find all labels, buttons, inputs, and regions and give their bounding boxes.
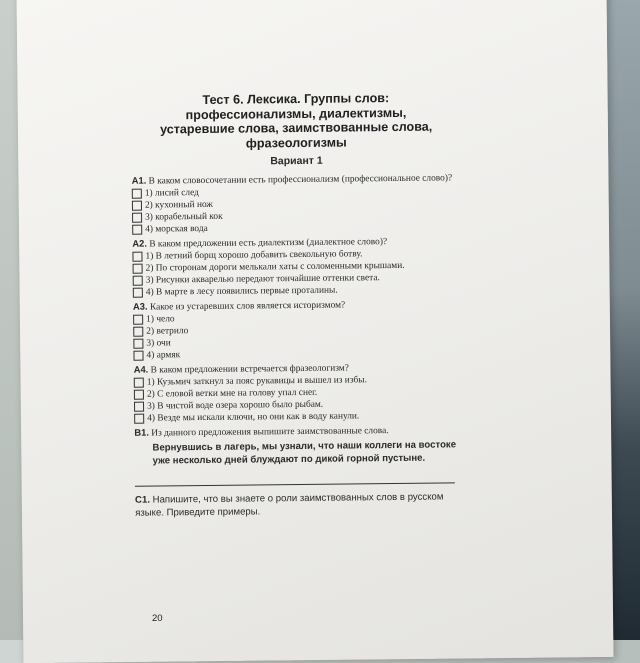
option-label: 4) В марте в лесу появились первые проталины. — [145, 285, 338, 298]
option-label: 4) армяк — [146, 350, 181, 361]
option-label: 2) ветрило — [146, 326, 189, 337]
title-line-3: устаревшие слова, заимствованные слова, — [159, 119, 433, 137]
option-a2-4[interactable] — [133, 283, 463, 298]
option-label: 3) Рисунки акварелью передают тончайшие оттенки света. — [145, 273, 380, 286]
checkbox[interactable] — [133, 264, 143, 274]
checkbox[interactable] — [133, 351, 143, 361]
title-line-2: профессионализмы, диалектизмы, — [185, 105, 407, 122]
option-label: 3) В чистой воде озера хорошо было рыбам. — [147, 399, 324, 412]
worksheet-content — [131, 90, 465, 519]
checkbox[interactable] — [133, 339, 143, 349]
checkbox[interactable] — [132, 225, 142, 235]
question-c1 — [135, 491, 465, 519]
checkbox[interactable] — [134, 390, 144, 400]
question-a3-prompt: Какое из устаревших слов является историзмом? — [149, 300, 346, 313]
option-label: 1) В летний борщ хорошо добавить свекольную ботву. — [145, 249, 363, 262]
question-b1-id: B1. — [134, 426, 149, 438]
option-label: 1) Кузьмич заткнул за пояс рукавицы и вышел из избы. — [146, 375, 367, 388]
option-label: 3) очи — [146, 338, 171, 349]
checkbox[interactable] — [132, 252, 142, 262]
option-label: 2) кухонный нож — [144, 199, 213, 211]
question-a4-prompt: В каком предложении встречается фразеологизм? — [150, 363, 349, 376]
test-title — [131, 90, 462, 151]
question-a1-id: A1. — [131, 174, 147, 186]
checkbox[interactable] — [134, 414, 144, 424]
option-label: 3) корабельный кок — [145, 211, 223, 223]
question-b1-text — [134, 423, 464, 439]
checkbox[interactable] — [133, 288, 143, 298]
title-line-4: фразеологизмы — [245, 134, 347, 151]
question-a3 — [133, 297, 464, 361]
checkbox[interactable] — [134, 402, 144, 412]
checkbox[interactable] — [133, 327, 143, 337]
option-a4-4[interactable] — [134, 409, 464, 424]
b1-passage: Вернувшись в лагерь, мы узнали, что наши коллеги на востоке уже несколько дней блуждают по дикой горной пустыне. — [152, 439, 457, 467]
question-b1 — [134, 423, 465, 486]
question-a3-id: A3. — [132, 300, 148, 312]
option-label: 4) морская вода — [145, 223, 208, 235]
checkbox[interactable] — [132, 201, 142, 211]
option-label: 1) лисий след — [144, 188, 199, 199]
question-a2 — [132, 234, 463, 298]
question-a4-id: A4. — [133, 363, 149, 375]
option-a1-4[interactable] — [132, 220, 462, 235]
option-label: 1) чело — [146, 314, 175, 325]
question-a2-id: A2. — [132, 237, 147, 249]
question-a1 — [132, 171, 463, 235]
variant-label: Вариант 1 — [270, 154, 323, 168]
option-a3-4[interactable] — [133, 346, 463, 361]
option-label: 4) Везде мы искали ключи, но они как в воду канули. — [147, 411, 360, 424]
checkbox[interactable] — [133, 315, 143, 325]
question-c1-prompt: Напишите, что вы знаете о роли заимствованных слов в русском языке. Приведите примеры. — [135, 491, 444, 519]
checkbox[interactable] — [132, 213, 142, 223]
question-b1-prompt: Из данного предложения выпишите заимствованные слова. — [151, 426, 389, 439]
option-label: 2) По сторонам дороги мелькали хаты с соломенными крышами. — [145, 260, 405, 274]
question-c1-id: C1. — [134, 494, 151, 506]
checkbox[interactable] — [133, 276, 143, 286]
question-a4 — [134, 360, 465, 424]
question-a1-prompt: В каком словосочетании есть профессионализм (профессиональное слово)? — [148, 173, 453, 187]
option-label: 2) С еловой ветки мне на голову упал снег. — [146, 387, 318, 400]
checkbox[interactable] — [132, 189, 142, 199]
page-number: 20 — [152, 613, 163, 624]
title-line-1: Тест 6. Лексика. Группы слов: — [202, 91, 390, 107]
answer-line[interactable] — [135, 464, 455, 486]
checkbox[interactable] — [134, 378, 144, 388]
question-a2-prompt: В каком предложении есть диалектизм (диалектное слово)? — [149, 237, 388, 250]
